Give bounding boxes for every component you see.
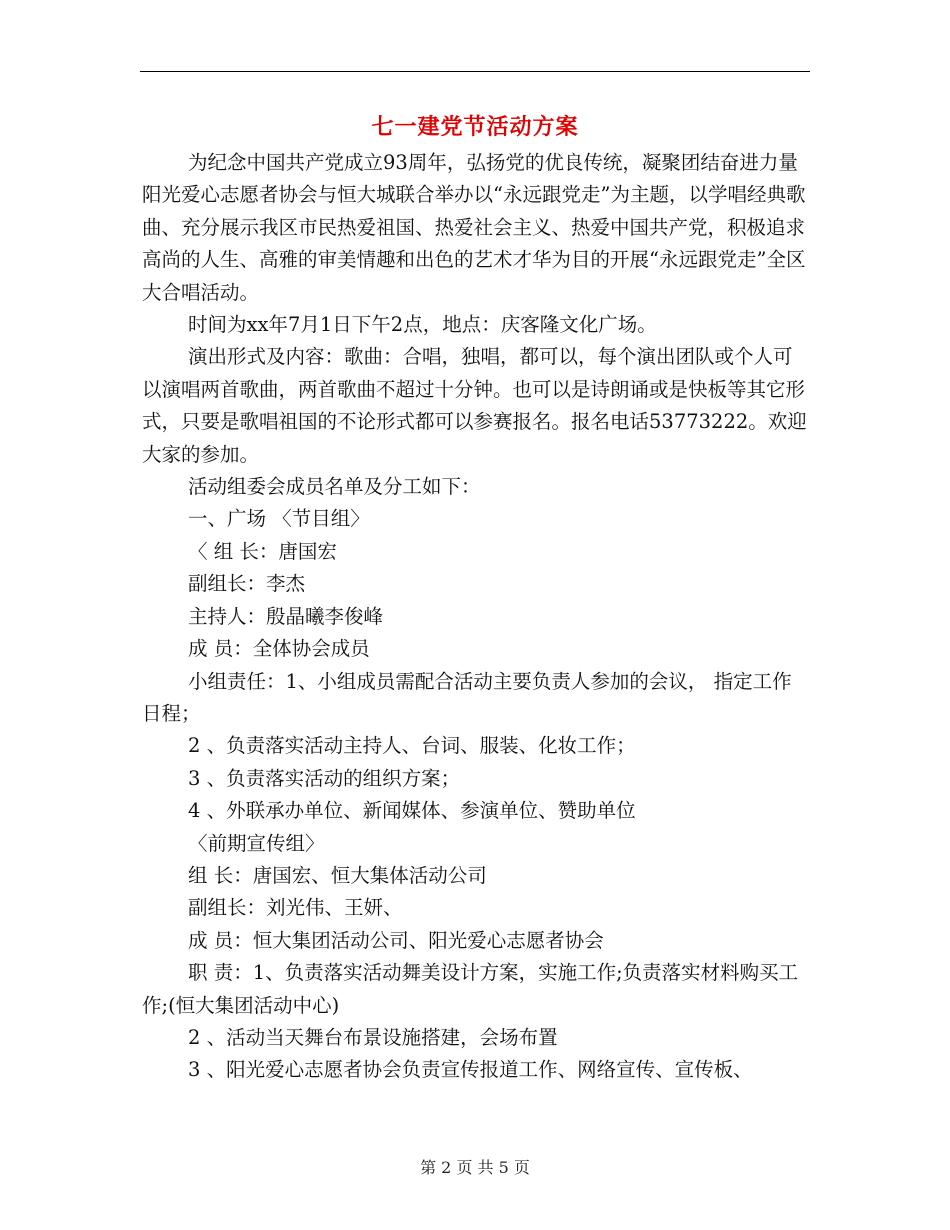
committee-intro: 活动组委会成员名单及分工如下： <box>188 475 481 499</box>
list-item: 2 、负责落实活动主持人、台词、服装、化妆工作； <box>188 734 636 758</box>
section-heading: 〈前期宣传组〉 <box>188 831 325 855</box>
list-item: 副组长：李杰 <box>188 572 306 596</box>
page-number: 第 2 页 共 5 页 <box>420 1158 530 1177</box>
list-item: 3 、阳光爱心志愿者协会负责宣传报道工作、网络宣传、宣传板、 <box>188 1058 753 1082</box>
header-rule <box>140 71 810 72</box>
list-item: 组 长：唐国宏、恒大集体活动公司 <box>188 863 487 887</box>
intro-paragraph: 为纪念中国共产党成立93周年，弘扬党的优良传统，凝聚团结奋进力量阳光爱心志愿者协会与恒大城联合举办以“永远跟党走”为主题，以学唱经典歌曲、充分展示我区市民热爱祖国、热爱社会主义、热爱中国共产党，积极追求高尚的人生、高雅的审美情趣和出色的艺术才华为目的开展“永远跟党走”全区大合唱活动。 <box>142 151 806 304</box>
document-title: 七一建党节活动方案 <box>371 114 579 140</box>
section-heading: 一、广场 〈节目组〉 <box>188 507 370 531</box>
list-item: 2 、活动当天舞台布景设施搭建，会场布置 <box>188 1025 558 1049</box>
performance-paragraph: 演出形式及内容：歌曲：合唱，独唱，都可以，每个演出团队或个人可以演唱两首歌曲，两首歌曲不超过十分钟。也可以是诗朗诵或是快板等其它形式，只要是歌唱祖国的不论形式都可以参赛报名。报名电话53773222。欢迎大家的参加。 <box>142 345 807 466</box>
list-item: 职 责：1、负责落实活动舞美设计方案，实施工作;负责落实材料购买工作;(恒大集团活动中心) <box>142 961 799 1017</box>
time-location-paragraph: 时间为xx年7月1日下午2点，地点：庆客隆文化广场。 <box>188 313 657 337</box>
list-item: 主持人：殷晶曦李俊峰 <box>188 604 384 628</box>
list-item: 成 员：全体协会成员 <box>188 637 370 661</box>
document-body <box>142 147 810 1087</box>
list-item: 4 、外联承办单位、新闻媒体、参演单位、赞助单位 <box>188 799 636 823</box>
list-item: 成 员：恒大集团活动公司、阳光爱心志愿者协会 <box>188 928 604 952</box>
list-item: 副组长：刘光伟、王妍、 <box>188 896 403 920</box>
list-item: 〈 组 长：唐国宏 <box>188 539 337 563</box>
list-item: 小组责任：1、小组成员需配合活动主要负责人参加的会议， 指定工作日程； <box>142 669 792 725</box>
list-item: 3 、负责落实活动的组织方案； <box>188 766 461 790</box>
